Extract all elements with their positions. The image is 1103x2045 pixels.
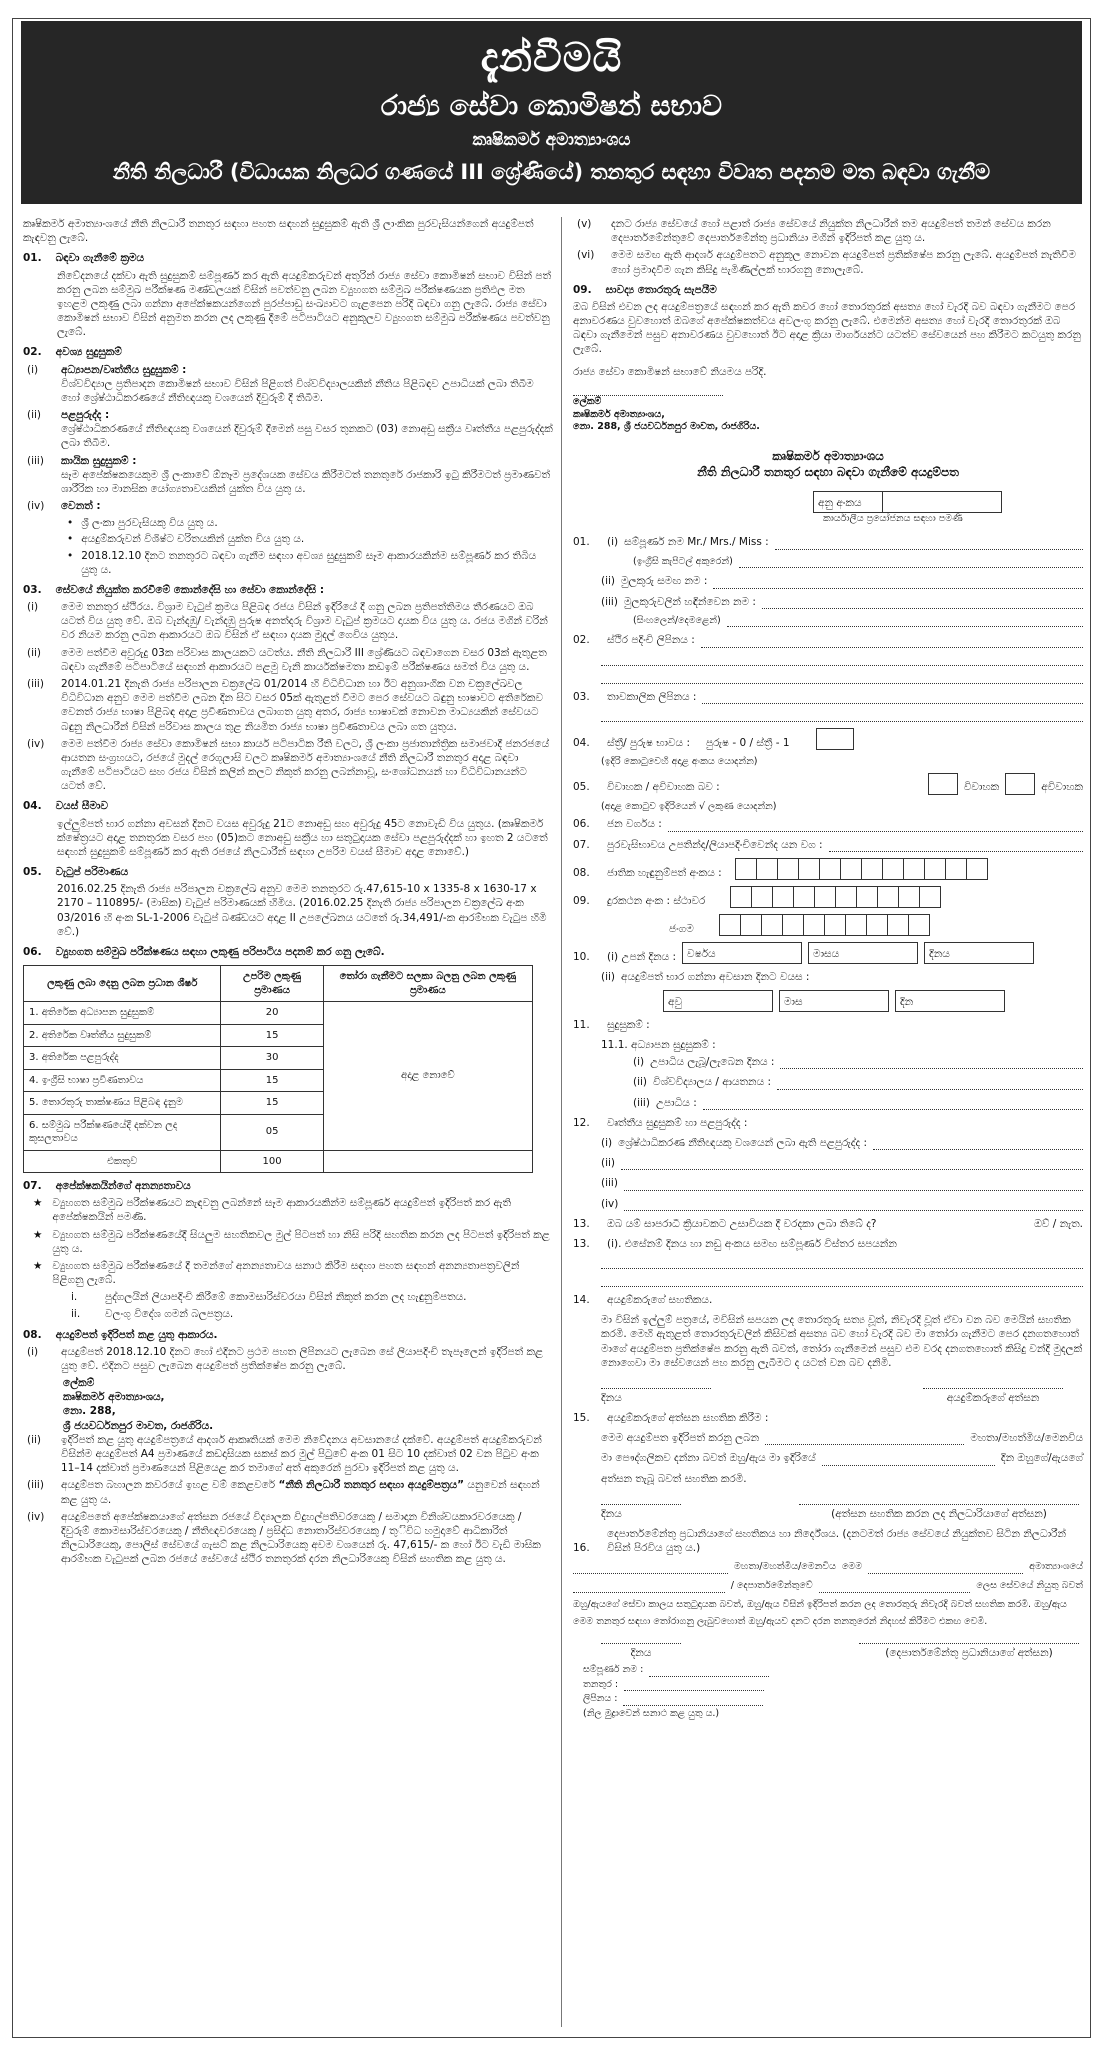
- hod-details: සම්පූර්ණ නම : තනතුර : ලිපිනය : (නිල මුද්‍රාවෙන් සනාථ කළ යුතු ය.): [583, 1664, 1083, 1721]
- left-column: [23, 217, 553, 1569]
- section-08-ii: (ii) ඉදිරිපත් කළ යුතු අයදුම්පත්‍රයේ ආදර්ශ ආකෘතියක් මෙම නිවේදනය අවසානයේ දක්වේ. අයදුම්පත් අයදුම්කරුවන් විසින්ම අයදුම්පත් A4 ප්‍රමාණයේ කඩදාසියක සකස් කර මුල් පිටුවේ අංක 01 සිට 10 දක්වාත් 02 වන පිටුව අංක 11–14 දක්වාත් ප්‍රමාණයෙන් පිළියෙළ කර තමාගේ අත් අකුරෙන් පුරවා ඉදිරිපත් කළ යුතු ය.: [27, 1433, 542, 1475]
- field-experience-ii[interactable]: (ii): [601, 1156, 1083, 1170]
- hod-line-3: ඔහු/ඇයගේ සේවා කාලය සතුටුදායක බවත්, ඔහු/ඇය විසින් ඉදිරිපත් කරන ලද තොරතුරු නිවැරදි බවත් සහතික කරමි. ඔහු/ඇය: [573, 1598, 1067, 1610]
- table-row: 3. අතිරේක පළපුරුද්ද 30: [24, 1047, 533, 1070]
- section-06-heading: 06. ව්‍යුහගත සම්මුඛ පරීක්ෂණය සඳහා ලකුණු පරිපාටිය පදනම් කර ගනු ලැබේ.: [23, 945, 385, 958]
- address-block: ලේකම් කෘෂිකර්ම අමාත්‍යාංශය, නො. 288, ශ්‍රී ජයවර්ධනපුර මාවත, රාජගිරිය.: [63, 1377, 214, 1432]
- section-08-vi: (vi) මෙම සමඟ ඇති ආදර්ශ අයදුම්පතට අනුකූල නොවන අයදුම්පත් ප්‍රතික්ෂේප කරනු ලැබේ. අයදුම්පත් නැතිවීම හෝ ප්‍රමාදවීම ගැන කිසිදු පැමිණිල්ලක් භාරගනු නොලැබේ.: [577, 249, 1076, 276]
- hod-line-1[interactable]: මහතා/මහත්මිය/මෙනවිය මෙම අමාත්‍යාංශයේ: [573, 1561, 1083, 1574]
- attestation-line-1[interactable]: මෙම අයදුම්පත ඉදිරිපත් කරනු ලබන මහතා/මහත්මිය/මෙනවිය: [601, 1432, 1083, 1445]
- section-03-i: (i) මෙම තනතුර ස්ථිරය. විශ්‍රාම වැටුප් ක්‍රමය පිළිබඳ රජය විසින් ඉදිරියේ දී ගනු ලබන ප්‍රතිපත්තිමය තීරණයට ඔබ යටත් විය යුතු වේ. ඔබ වැන්දඹු/ වැන්දඹු පුරුෂ අනත්දරු විශ්‍රාම වැටුප් ක්‍රමයට දායක විය යුතු ය. රජය මගින් වරින් වර නියම කරනු ලබන ආකාරයට ඔබ විසින් ඒ සඳහා දායක මුදල් ගෙවිය යුතුය.: [27, 601, 548, 642]
- bullet-item: • ශ්‍රී ලංකා පුරවැසියකු විය යුතු ය.: [67, 517, 218, 530]
- section-01-text: නිවේදනයේ දක්වා ඇති සුදුසුකම් සම්පූර්ණ කර ඇති අයදුම්කරුවන් අතුරින් රාජ්‍ය සේවා කොමිෂන් සභාව විසින් පත් කරනු ලබන සම්මුඛ පරීක්ෂණ මණ්ඩලයක් විසින් පවත්වනු ලබන ව්‍යුහගත සම්මුඛ පරීක්ෂණයක ප්‍රතිඵල මත ඉහළම ලකුණු ලබා ගන්නා අපේක්ෂකයන්ගෙන් පුරප්පාඩු සංඛ්‍යාවට ගැළපෙන පරිදි බඳවා ගනු ලැබේ. රාජ්‍ය සේවා කොමිෂන් සභාව විසින් අනුමත කරන ලද ලකුණු දීමේ පටිපාටියට අනුකූලව ව්‍යුහගත සම්මුඛ පරීක්ෂණය පවත්වනු ලැබේ.: [57, 269, 552, 339]
- table-row: 4. ඉංග්‍රීසි භාෂා ප්‍රවීණතාවය 15: [24, 1069, 533, 1092]
- right-column: (v) දනට රාජ්‍ය සේවයේ හෝ පළාත් රාජ්‍ය සේවයේ නියුක්ත නිලධාරීන් තම අයදුම්පත් තමන් සේවය කරන දෙපාර්තමේන්තුවේ දෙපාර්තමේන්තු ප්‍රධානියා මගින් ඉදිරිපත් කළ යුතු ය. (vi) මෙම සමඟ ඇති ආදර්ශ අයදුම්පතට අනුකූල නොවන අයදුම්පත් ප්‍රතික්ෂේප කරනු ලැබේ. අයදුම්පත් නැතිවීම හෝ ප්‍රමාදවීම ගැන කිසිදු පැමිණිල්ලක් භාරගනු නොලැබේ. 09. සාවද්‍ය තොරතුරු සැපයීම ඔබ විසින් එවන ලද අයදුම්පත්‍රයේ සඳහන් කර ඇති කවර හෝ තොරතුරක් අසත්‍ය හෝ වැරදි බව බඳවා ගැනීමට පෙර අනාවරණය වුවහොත් ඔබගේ අපේක්ෂකත්වය අවලංගු කරනු ලැබේ. එමෙන්ම අසත්‍ය හෝ වැරදි තොරතුරක් ඔබ බඳවා ගැනීමෙන් පසුව අනාවරණය වුවහොත් ඊට අදාළ ක්‍රියා මාර්ගයන්ට යටත්ව සේවයෙන් පහ කිරීමට කටයුතු කරනු ලැබේ. රාජ්‍ය සේවා කොමිෂන් සභාවේ නියමය පරිදි. ලේකම් කෘෂිකර්ම අමාත්‍යාංශය, නො. 288, ශ්‍රී ජයවර්ධනපුර මාවත, රාජගිරිය. කෘෂිකර්ම අමාත්‍යාංශය නීති නිලධාරී තනතුර සඳහා බඳවා ගැනීමේ අයදුම්පත අනු අංකය කාර්යාලීය ප්‍රයෝජනය සඳහා පමණි 01. (i) සම්පූර්ණ නම Mr./ Mrs./ Miss : (ඉංග්‍රීසි කැපිටල් අකුරෙන්) (ii) මුලකුරු සමඟ නම : (iii) මුලකුරුවලින් හඳින්වෙන නම : (සිංහලෙන්/දෙමළෙන්) 02. ස්ථිර පදිංචි ලිපිනය : 03. තාවකාලික ලිපිනය : 04. ස්ත්‍රී/ පුරුෂ භාවය : පුරුෂ - 0 / ස්ත්‍රී - 1 (ඉදිරි කොටුවෙහි අදාළ අංකය යොදන්න) 05. විවාහක / අවිවාහක බව : විවාහක අවිවාහක (අදාළ කොටුව ඉදිරියෙන් √ ලකුණ යොදන්න) 06. ජන වර්ගය : 07. පුරවැසිභාවය උපතින්ද/ලියාපදිංචිවෙන්ද යන වග : 08. ජාතික හැඳුනුම්පත් අංකය : 09. දුරකථන අංක : ස්ථාවර ජංගම 10. (i) උපන් දිනය : වර්ෂය මාසය දිනය (ii) අයදුම්පත් භාර ගන්නා අවසාන දිනට වයස : අවු මාස දින 11. සුදුසුකම් : 11.1. අධ්‍යාපන සුදුසුකම් : (i) උපාධිය ලැබූ/ලැබෙන දිනය : (ii) විශ්වවිද්‍යාලය / ආයතනය : (iii) උපාධිය : 12. වෘත්තීය සුදුසුකම් හා පළපුරුද්ද : (i) ශ්‍රේෂ්ඨාධිකරණ නීතිඥයකු වශයෙන් ලබා ඇති පළපුරුද්ද : (ii) (iii) (iv) 13. ඔබ යම් සාපරාධී ක්‍රියාවකට උසාවියක දී වරදකා ලබා තිබේ ද? ඔව් / නැත. 13. (i). එසේනම් දිනය හා නඩු අංකය සමඟ සම්පූර්ණ විස්තර සපයන්න 14. අයදුම්කරුගේ සහතිකය. මා විසින් ඉල්ලුම් පත්‍රයේ, මවිසින් සපයන ලද තොරතුරු සත්‍ය වූත්, නිවැරදි වූත් ඒවා වන බව මෙයින් සහතික කරමි. මෙහි ඇතුළත් තොරතුරුවලින් කිසිවක් අසත්‍ය බව හෝ වැරදි බව මා තෝරා ගැනීමට පෙර දනගතහොත් මාගේ අයදුම්පත ප්‍රතික්ෂේප කරනු ඇති බවත්, තෝරා ගැනීමෙන් පසුව එම වරද දනගතහොත් කිසිදු වන්දි මුදලක් නොගෙවා මා සේවයෙන් පහ කරනු ලැබීමට ද යටත් වන බව දනිමි. දිනය අයදුම්කරුගේ අත්සන 15. අයදුම්කරුගේ අත්සන සහතික කිරීම : මෙම අයදුම්පත ඉදිරිපත් කරනු ලබන මහතා/මහත්මිය/මෙනවිය මා පෞද්ගලිකව දන්නා බවත් ඔහු/ඇය මා ඉදිරියේ දින ඔහුගේ/ඇයගේ අත්සන තැබූ බවත් සහතික කරමි. දිනය (අත්සන සහතික කරන ලද නිලධාරියාගේ අත්සන) 16. දෙපාර්තමේන්තු ප්‍රධානියාගේ සහතිකය හා නිර්දේශය. (දනටමත් රාජ්‍ය සේවයේ නියුක්තව සිටින නිලධාරීන් විසින් පිරවිය යුතු ය.) මහතා/මහත්මිය/මෙනවිය මෙම අමාත්‍යාංශයේ / දෙපාර්තමේන්තුවේ ලෙස සේවයේ නියුතු බවත් ඔහු/ඇයගේ සේවා කාලය සතුටුදායක බවත්, ඔහු/ඇය විසින් ඉදිරිපත් කරන ලද තොරතුරු නිවැරදි බවත් සහතික කරමි. ඔහු/ඇය මෙම තනතුර සඳහා තෝරාගනු ලැබුවහොත් ඔහු/ඇයව දනට දරන තනතුරෙන් නිදහස් කිරීමට එකඟ වෙමි. දිනය (දෙපාර්තමේන්තු ප්‍රධානියාගේ අත්සන) සම්පූර්ණ නම : තනතුර : ලිපිනය : (නිල මුද්‍රාවෙන් සනාථ කළ යුතු ය.): [573, 218, 1084, 1720]
- section-03-heading: 03. සේවයේ නියුක්ත කරවීමේ කොන්දේසි හා සේවා කොන්දේසි :: [23, 583, 325, 596]
- ministry-name: කෘෂිකර්ම අමාත්‍යාංශය: [472, 129, 631, 150]
- section-03-iii: (iii) 2014.01.21 දිනැති රාජ්‍ය පරිපාලන චක්‍රලේඛ 01/2014 හි විධිවිධාන හා ඊට අනුශාංගික වන චක්‍රලේඛවල විධිවිධාන අනුව මෙම පත්වීම ලබන දින සිට වසර 05ක් ඇතුළත් වීමට පෙර සේවයට බඳුනු භාෂාවට අතිරේකව වෙනත් රාජ්‍ය භාෂා පිළිබඳ අදාළ ප්‍රවීණතාවය ලබාගත යුතු අතර, රාජ්‍ය භාෂාවක් නොවන මාධ්‍යයකින් සේවයට බඳුනු නිලධාරීන් විසින් පරිවාස කාලය තුළ නියමිත රාජ්‍ය භාෂා ප්‍රවීණතාවය ලබා ගත යුතුය.: [27, 677, 543, 733]
- section-04-text: ඉල්ලුම්පත් භාර ගන්නා අවසන් දිනට වයස අවුරුදු 21ට නොඅඩු සහ අවුරුදු 45ට නොවැඩි විය යුතුය. (කෘෂිකර්ම ක්ෂේත්‍රයට අදාළ තනතුරක වසර පහ (05)කට නොඅඩු සක්‍රීය හා සතුටුදායක සේවා පළපුරුද්දක් හා ඉහත 2 යටතේ සඳහන් සුදුසුකම් සම්පූර්ණ කර ඇති රජයේ නිලධාරීන් සඳහා උපරිම වයස් සීමාව අදාළ නොවේ.): [57, 817, 548, 858]
- star-icon: ★: [33, 1197, 43, 1210]
- field-ethnicity[interactable]: 06. ජන වර්ගය :: [573, 817, 1083, 831]
- field-experience: 12. වෘත්තීය සුදුසුකම් හා පළපුරුද්ද :: [573, 1116, 748, 1129]
- notice-title: දැන්වීමයි: [480, 35, 623, 81]
- star-item: ★ ව්‍යුහගත සම්මුඛ පරීක්ෂණයට කැඳවනු ලබන්නේ සෑම ආකාරයකින්ම සම්පූර්ණ අයදුම්පත් ඉදිරිපත් කර ඇති අපේක්ෂකයින් පමණි.: [33, 1197, 512, 1224]
- section-02-heading: 02. අවශ්‍ය සුදුසුකම්: [23, 346, 122, 359]
- office-use-note: කාර්යාලීය ප්‍රයෝජනය සඳහා පමණි: [823, 512, 963, 524]
- signature-block: ලේකම් කෘෂිකර්ම අමාත්‍යාංශය, නො. 288, ශ්‍රී ජයවර්ධනපුර මාවත, රාජගිරිය.: [573, 395, 760, 433]
- bullet-item: • අයදුම්කරුවන් විශිෂ්ට චරිතයකින් යුක්ත විය යුතු ය.: [67, 533, 305, 546]
- section-02-ii: (ii) පළපුරුද්ද : ශ්‍රේෂ්ඨාධිකරණයේ නීතිඥයකු වශයෙන් දිවුරුම් දීමෙන් පසු වසර තුනකට (03) නොඅඩු සක්‍රීය වෘත්තීය පළපුරුද්දක් ලබා තිබීම.: [27, 409, 553, 450]
- section-09-text: ඔබ විසින් එවන ලද අයදුම්පත්‍රයේ සඳහන් කර ඇති කවර හෝ තොරතුරක් අසත්‍ය හෝ වැරදි බව බඳවා ගැනීමට පෙර අනාවරණය වුවහොත් ඔබගේ අපේක්ෂකත්වය අවලංගු කරනු ලැබේ. එමෙන්ම අසත්‍ය හෝ වැරදි තොරතුරක් ඔබ බඳවා ගැනීමෙන් පසුව අනාවරණය වුවහොත් ඊට අදාළ ක්‍රියා මාර්ගයන්ට යටත්ව සේවයෙන් පහ කිරීමට කටයුතු කරනු ලැබේ.: [573, 300, 1081, 356]
- marks-not-applicable: අදාළ නොවේ: [323, 1002, 532, 1151]
- field-dob[interactable]: 10. (i) උපන් දිනය : වර්ෂය මාසය දිනය: [573, 942, 1083, 964]
- hod-signature-row: දිනය (දෙපාර්තමේන්තු ප්‍රධානියාගේ අත්සන): [601, 1643, 1079, 1660]
- section-05-text: 2016.02.25 දිනැති රාජ්‍ය පරිපාලන චක්‍රලේඛ අනුව මෙම තනතුරට රු.47,615-10 x 1335-8 x 1630-17 x 2170 – 110895/- (මාසික) වැටුප් පරිමාණයක් හිමිය. (2016.02.25 දිනැති රාජ්‍ය පරිපාලන චක්‍රලේඛ අංක 03/2016 හි අංක SL-1-2006 වැටුප් බණ්ඩයට අදාළ II උපලේඛනය යටතේ රු.34,491/-ක ආරම්භක වැටුප හිමි වේ.): [57, 883, 547, 938]
- hod-line-2[interactable]: / දෙපාර්තමේන්තුවේ ලෙස සේවයේ නියුතු බවත්: [573, 1580, 1083, 1593]
- section-08-iii: (iii) අයදුම්පත බහාලන කවරයේ ඉහළ වම් කෙළවරේ “නීති නිලධාරී තනතුර සඳහා අයදුම්පත්‍රය” යනුවෙන් සඳහන් කළ යුතු ය.: [27, 1479, 540, 1506]
- field-conviction-details[interactable]: 13. (i). එසේනම් දිනය හා නඩු අංකය සමඟ සම්පූර්ණ විස්තර සපයන්න: [573, 1237, 897, 1250]
- table-row: 1. අතිරේක අධ්‍යාපන සුදුසුකම් 20 අදාළ නොවේ: [24, 1002, 533, 1025]
- form-title: කෘෂිකර්ම අමාත්‍යාංශය නීති නිලධාරී තනතුර සඳහා බඳවා ගැනීමේ අයදුම්පත: [697, 449, 959, 480]
- section-03-ii: (ii) මෙම පත්වීම අවුරුදු 03ක පරිවාස කාලයකට යටත්ය. නීති නිලධාරී III ශ්‍රේණියට බඳවාගෙන වසර 03ක් ඇතුළත බඳවා ගැනීමේ පටිපාටියේ සඳහන් ආකාරයට පළමු වැනි කාර්යක්ෂමතා කඩඉම් පරීක්ෂණය සමත් විය යුතු ය.: [27, 646, 547, 673]
- section-07-heading: 07. අපේක්ෂකයින්ගේ අනන්‍යතාවය: [23, 1180, 191, 1193]
- applicant-signature-row: දිනය අයදුම්කරුගේ අත්සන: [601, 1388, 1063, 1405]
- field-full-name[interactable]: 01. (i) සම්පූර්ණ නම Mr./ Mrs./ Miss :: [573, 535, 1083, 549]
- field-phone-fixed[interactable]: 09. දුරකථන අංක : ස්ථාවර: [573, 886, 1083, 908]
- commission-order: රාජ්‍ය සේවා කොමිෂන් සභාවේ නියමය පරිදි.: [573, 365, 767, 378]
- field-degree[interactable]: (iii) උපාධිය :: [633, 1096, 1083, 1110]
- commission-name: රාජ්‍ය සේවා කොමිෂන් සභාව: [380, 89, 723, 122]
- section-04-heading: 04. වයස් සීමාව: [23, 800, 109, 813]
- applicant-certification-text: මා විසින් ඉල්ලුම් පත්‍රයේ, මවිසින් සපයන ලද තොරතුරු සත්‍ය වූත්, නිවැරදි වූත් ඒවා වන බව මෙයින් සහතික කරමි. මෙහි ඇතුළත් තොරතුරුවලින් කිසිවක් අසත්‍ය බව හෝ වැරදි බව මා තෝරා ගැනීමට පෙර දනගතහොත් මාගේ අයදුම්පත ප්‍රතික්ෂේප කරනු ඇති බවත්, තෝරා ගැනීමෙන් පසුව එම වරද දනගතහොත් කිසිදු වන්දි මුදලක් නොගෙවා මා සේවයෙන් පහ කරනු ලැබීමට ද යටත් වන බව දනිමි.: [601, 1314, 1083, 1369]
- field-experience-iii[interactable]: (iii): [601, 1176, 1083, 1190]
- section-03-iv: (iv) මෙම පත්වීම රාජ්‍ය සේවා කොමිෂන් සභා කාර්ය පටිපාටික රීති වලට, ශ්‍රී ලංකා ප්‍රජාතාන්ත්‍රික සමාජවාදී ජනරජයේ ආයතන සංග්‍රහයට, රජයේ මුදල් රෙගුලාසි වලට කෘෂිකර්ම අමාත්‍යාංශයේ නීති නිලධාරී තනතුර අදාළ බඳවා ගැනීමේ පටිපාටියට සහ රජය විසින් කලින් කලට නිකුත් කරනු ලබන්නාවූ, සංශෝධනයන් හා විධිවිධානයන්ට යටත් වේ.: [27, 737, 550, 793]
- table-row: 5. තොරතුරු තාක්ෂණය පිළිබඳ දැනුම 15: [24, 1092, 533, 1115]
- section-05-heading: 05. වැටුප් පරිමාණය: [23, 866, 129, 879]
- marks-header-criteria: ලකුණු ලබා දෙනු ලබන ප්‍රධාන ශීර්ෂ: [24, 966, 221, 1002]
- field-name-initials[interactable]: (ii) මුලකුරු සමඟ නම :: [601, 574, 1083, 588]
- bullet-item: • 2018.12.10 දිනට තනතුරට බඳවා ගැනීම සඳහා අවශ්‍ය සුදුසුකම් සෑම ආකාරයකින්ම සම්පූර්ණ කර තිබිය යුතු ය.: [67, 549, 537, 576]
- field-experience-i[interactable]: (i) ශ්‍රේෂ්ඨාධිකරණ නීතිඥයකු වශයෙන් ලබා ඇති පළපුරුද්ද :: [601, 1136, 1083, 1150]
- marks-header-max: උපරිම ලකුණු ප්‍රමාණය: [221, 966, 323, 1002]
- id-item-2: ii. වලංගු විදේශ ගමන් බලපත්‍රය.: [71, 1308, 234, 1321]
- field-citizenship[interactable]: 07. පුරවැසිභාවය උපතින්ද/ලියාපදිංචිවෙන්ද යන වග :: [573, 838, 1083, 852]
- section-08-heading: 08. අයදුම්පත් ඉදිරිපත් කළ යුතු ආකාරය.: [23, 1328, 218, 1341]
- star-icon: ★: [33, 1259, 43, 1272]
- field-known-name[interactable]: (iii) මුලකුරුවලින් හඳින්වෙන නම :: [601, 595, 1083, 609]
- field-university[interactable]: (ii) විශ්වවිද්‍යාලය / ආයතනය :: [633, 1075, 1083, 1089]
- section-01-heading: 01. බඳවා ගැනීමේ ක්‍රමය: [23, 252, 145, 265]
- column-divider: [561, 217, 562, 2027]
- hod-line-4: මෙම තනතුර සඳහා තෝරාගනු ලැබුවහොත් ඔහු/ඇයව දනට දරන තනතුරෙන් නිදහස් කිරීමට එකඟ වෙමි.: [573, 1615, 988, 1627]
- notice-header: [21, 21, 1082, 204]
- field-nic[interactable]: 08. ජාතික හැඳුනුම්පත් අංකය :: [573, 858, 1083, 880]
- section-08-iv: (iv) අයදුම්පතේ අපේක්ෂකයාගේ අත්සන රජයේ විද්‍යාලක විදුහල්පතිවරයෙකු / සමාදාන විනිශ්චයකාරවරයෙකු / දිවුරුම් කොමසාරිස්වරයෙකු / නීතිඥවරයෙකු / ප්‍රසිද්ධ නොතාරිස්වරයෙකු / තුිවිධ හමුදාවේ ආධිකාරිත් නිලධාරියෙකු, පොලිස් සේවයේ ගැසට් කළ නිලධාරියෙකු අවම වශයෙන් රු. 47,615/- ක හෝ ඊට වැඩි මාසික ආරම්භක වැටුපක් ලබන රජයේ සේවයේ ස්ථිර තනතුරක් දරන නිලධාරියෙකු විසින් සහතික කළ යුතු ය.: [27, 1510, 541, 1566]
- applicant-certification-heading: 14. අයදුම්කරුගේ සහතිකය.: [573, 1294, 713, 1307]
- section-08-v: (v) දනට රාජ්‍ය සේවයේ හෝ පළාත් රාජ්‍ය සේවයේ නියුක්ත නිලධාරීන් තම අයදුම්පත් තමන් සේවය කරන දෙපාර්තමේන්තුවේ දෙපාර්තමේන්තු ප්‍රධානියා මගින් ඉදිරිපත් කළ යුතු ය.: [577, 218, 1051, 245]
- attestation-heading: 15. අයදුම්කරුගේ අත්සන සහතික කිරීම :: [573, 1412, 769, 1425]
- field-degree-date[interactable]: (i) උපාධිය ලැබූ/ලැබෙන දිනය :: [633, 1055, 1083, 1069]
- field-age-boxes[interactable]: අවු මාස දින: [663, 990, 1083, 1012]
- post-title: නීති නිලධාරී (විධායක නිලධර ගණයේ III ශ්‍රේණියේ) තනතුර සඳහා විවෘත පදනම මත බඳවා ගැනීම: [112, 159, 991, 184]
- field-gender[interactable]: 04. ස්ත්‍රී/ පුරුෂ භාවය : පුරුෂ - 0 / ස්ත්‍රී - 1: [573, 728, 1083, 750]
- index-box: අනු අංකය: [813, 491, 1083, 513]
- marks-table: [23, 965, 533, 1173]
- star-item: ★ ව්‍යුහගත සම්මුඛ පරීක්ෂණයේදී සියලුම සහතිකවල මුල් පිටපත් හා නිසි පරිදි සහතික කරන ලද පිටපත් ඉදිරිපත් කළ යුතු ය.: [33, 1228, 550, 1255]
- hod-certification-heading: 16. දෙපාර්තමේන්තු ප්‍රධානියාගේ සහතිකය හා නිර්දේශය. (දනටමත් රාජ්‍ය සේවයේ නියුක්තව සිටින නිලධාරීන් විසින් පිරවිය යුතු ය.): [573, 1527, 1067, 1555]
- field-conviction[interactable]: 13. ඔබ යම් සාපරාධී ක්‍රියාවකට උසාවියක දී වරදකා ලබා තිබේ ද? ඔව් / නැත.: [573, 1217, 1083, 1230]
- attestation-line-3: අත්සන තැබූ බවත් සහතික කරමි.: [601, 1472, 747, 1485]
- attestation-line-2[interactable]: මා පෞද්ගලිකව දන්නා බවත් ඔහු/ඇය මා ඉදිරියේ දින ඔහුගේ/ඇයගේ: [601, 1452, 1083, 1465]
- marks-header-considered: තෝරා ගැනීමට සලකා බලනු ලබන ලකුණු ප්‍රමාණය: [323, 966, 532, 1002]
- notice-page: [12, 18, 1091, 2038]
- table-row: 2. අතිරේක වෘත්තීය සුදුසුකම් 15: [24, 1024, 533, 1047]
- field-temporary-address[interactable]: 03. තාවකාලික ලිපිනය :: [573, 690, 1083, 704]
- section-02-i: (i) අධ්‍යාපන/වෘත්තීය සුදුසුකම් : විශ්වවිද්‍යාල ප්‍රතිපාදන කොමිෂන් සභාව විසින් පිළිගත් විශ්වවිද්‍යාලයකින් නීතිය පිළිබඳව උපාධියක් ලබා තිබීම හෝ ශ්‍රේෂ්ඨාධිකරණයේ නීතිඥයකු වශයෙන් දිවුරුම් දී තිබීම.: [27, 363, 534, 404]
- intro-text: කෘෂිකර්ම අමාත්‍යාංශයේ නීති නිලධාරී තනතුර සඳහා පහත සඳහන් සුදුසුකම් ඇති ශ්‍රී ලාංකික පුරවැසියන්ගෙන් අයදුම්පත් කැඳවනු ලැබේ.: [23, 218, 534, 245]
- field-note: (ඉංග්‍රීසි කැපිටල් අකුරෙන්): [633, 556, 1083, 569]
- field-phone-mobile[interactable]: ජංගම: [669, 914, 1083, 936]
- section-08-i: (i) අයදුම්පත් 2018.12.10 දිනට හෝ එදිනට ප්‍රථම පහත ලිපිනයට ලැබෙන සේ ලියාපදිංචි තැපෑලෙන් ඉදිරිපත් කළ යුතු වේ. එදිනට පසුව ලැබෙන අයදුම්පත් ප්‍රතික්ෂේප කරනු ලැබේ.: [27, 1345, 543, 1372]
- star-icon: ★: [33, 1228, 43, 1241]
- star-item: ★ ව්‍යුහගත සම්මුඛ පරීක්ෂණයේ දී තමන්ගේ අනන්‍යතාවය සනාථ කිරීම සඳහා පහත සඳහන් අනන්‍යතාපත්‍රවලින් පිළිගනු ලැබේ.: [33, 1259, 520, 1287]
- section-02-iv: (iv) වෙනත් :: [27, 500, 101, 513]
- field-qualifications: 11. සුදුසුකම් :: [573, 1018, 650, 1031]
- id-item-1: i. පුද්ගලයින් ලියාපදිංචි කිරීමේ කොමසාරිස්වරයා විසින් නිකුත් කරන ලද හැඳුනුම්පතය.: [71, 1291, 467, 1304]
- field-experience-iv[interactable]: (iv): [601, 1197, 1083, 1211]
- table-row: 6. සම්මුඛ පරීක්ෂණයේදී දක්වන ලද කුසලතාවය 05: [24, 1114, 533, 1150]
- table-total-row: එකතුව 100: [24, 1150, 533, 1173]
- section-02-iii: (iii) කායික සුදුසුකම් : සෑම අපේක්ෂකයෙකුම ශ්‍රී ලංකාවේ ඕනෑම ප්‍රදේශයක සේවය කිරීමටත් තනතුරේ රාජකාරි ඉටු කිරීමටත් ප්‍රමාණවත් ශාරීරික හා මානසික යෝග්‍යතාවයකින් යුක්ත විය යුතු ය.: [27, 454, 551, 495]
- attestation-signature-row: දිනය (අත්සන සහතික කරන ලද නිලධාරියාගේ අත්සන): [601, 1504, 1079, 1521]
- field-age: (ii) අයදුම්පත් භාර ගන්නා අවසාන දිනට වයස :: [601, 970, 810, 983]
- field-permanent-address[interactable]: 02. ස්ථිර පදිංචි ලිපිනය :: [573, 633, 1083, 647]
- field-note: (සිංහලෙන්/දෙමළෙන්): [633, 615, 1083, 628]
- section-09-heading: 09. සාවද්‍ය තොරතුරු සැපයීම: [573, 283, 717, 296]
- field-marital-status[interactable]: 05. විවාහක / අවිවාහක බව : විවාහක අවිවාහක: [573, 773, 1083, 795]
